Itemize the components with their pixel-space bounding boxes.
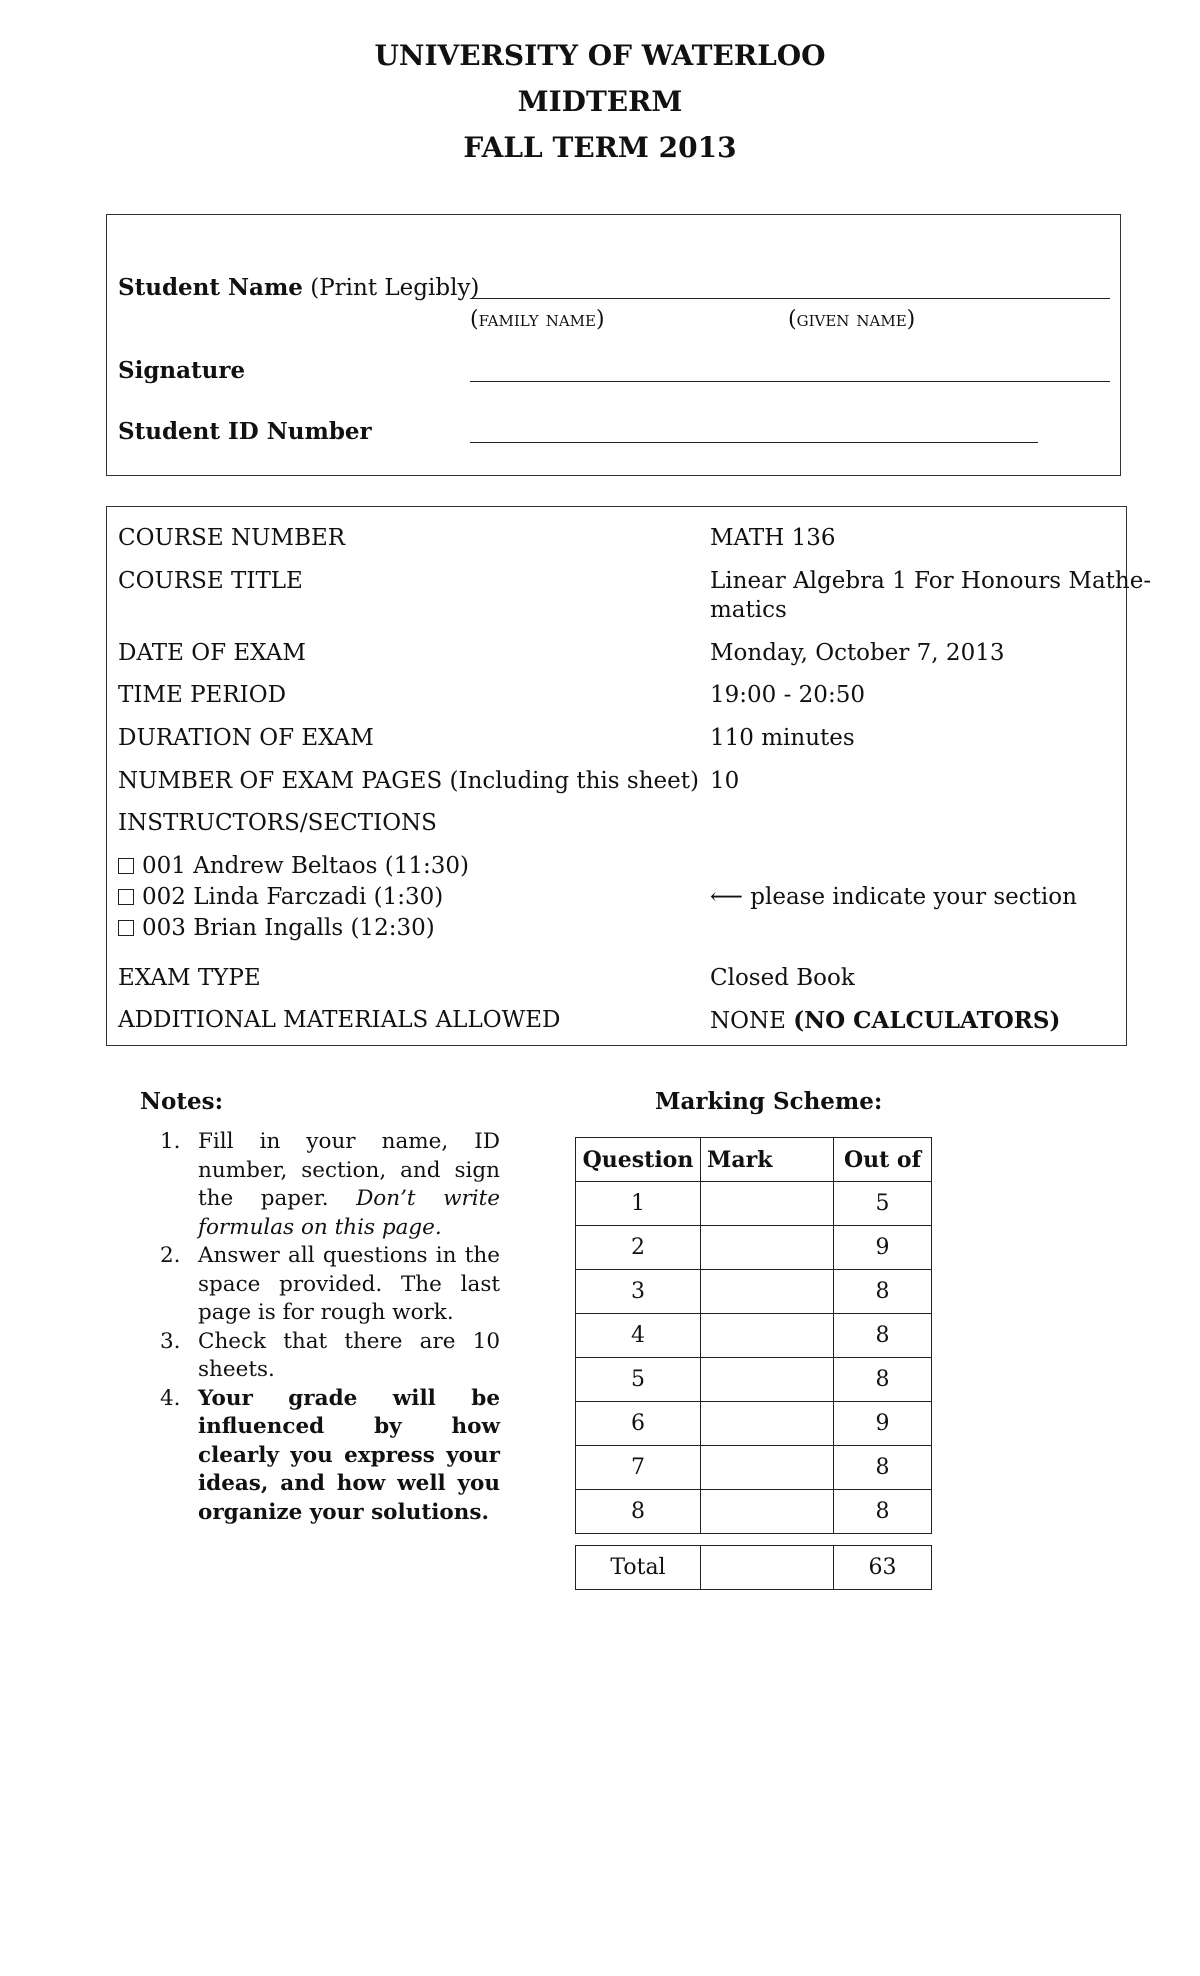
materials-value: NONE (NO CALCULATORS) xyxy=(710,1007,1061,1034)
signature-field[interactable] xyxy=(470,381,1110,382)
mark-cell[interactable] xyxy=(701,1182,834,1226)
question-cell: 6 xyxy=(576,1402,701,1446)
exam-type-value: Closed Book xyxy=(710,965,855,991)
section-hint: ⟵ please indicate your section xyxy=(710,884,1077,910)
table-header-row xyxy=(576,1138,932,1182)
course-title-value-line2: matics xyxy=(710,597,787,623)
notes-heading: Notes: xyxy=(140,1088,224,1115)
table-row xyxy=(576,1358,932,1402)
out-of-cell: 8 xyxy=(834,1314,932,1358)
question-cell: 5 xyxy=(576,1358,701,1402)
question-cell: 8 xyxy=(576,1490,701,1534)
out-of-cell: 8 xyxy=(834,1446,932,1490)
exam-type-title: MIDTERM xyxy=(517,85,683,118)
pages-value: 10 xyxy=(710,768,740,794)
column-header-question: Question xyxy=(576,1138,701,1182)
given-name-caption: (given name) xyxy=(788,307,916,332)
section-option-003[interactable]: 003 Brian Ingalls (12:30) xyxy=(118,915,435,941)
duration-value: 110 minutes xyxy=(710,725,855,751)
question-cell: 2 xyxy=(576,1226,701,1270)
out-of-cell: 5 xyxy=(834,1182,932,1226)
student-name-field[interactable] xyxy=(470,298,1110,299)
section-option-002[interactable]: 002 Linda Farczadi (1:30) xyxy=(118,884,443,910)
out-of-cell: 9 xyxy=(834,1226,932,1270)
table-row xyxy=(576,1490,932,1534)
course-number-value: MATH 136 xyxy=(710,525,836,551)
course-title-label: COURSE TITLE xyxy=(118,568,303,594)
question-cell: 3 xyxy=(576,1270,701,1314)
term-title: FALL TERM 2013 xyxy=(463,131,737,164)
student-id-field[interactable] xyxy=(470,442,1038,443)
mark-cell[interactable] xyxy=(701,1314,834,1358)
table-row xyxy=(576,1182,932,1226)
pages-label: NUMBER OF EXAM PAGES (Including this sheet) xyxy=(118,768,699,794)
note-item: 1. Fill in your name, ID number, section, and sign the paper. Don’t write formulas on this page. xyxy=(160,1129,500,1240)
mark-cell[interactable] xyxy=(701,1270,834,1314)
out-of-cell: 8 xyxy=(834,1358,932,1402)
mark-cell[interactable] xyxy=(701,1358,834,1402)
marking-scheme-heading: Marking Scheme: xyxy=(655,1088,883,1115)
section-option-001[interactable]: 001 Andrew Beltaos (11:30) xyxy=(118,853,469,879)
out-of-cell: 8 xyxy=(834,1270,932,1314)
instructors-label: INSTRUCTORS/SECTIONS xyxy=(118,810,437,836)
university-title: UNIVERSITY OF WATERLOO xyxy=(374,39,826,72)
question-cell: 7 xyxy=(576,1446,701,1490)
section-002-checkbox[interactable] xyxy=(118,889,134,905)
signature-label: Signature xyxy=(118,357,246,384)
table-row xyxy=(576,1226,932,1270)
mark-cell[interactable] xyxy=(701,1490,834,1534)
out-of-cell: 8 xyxy=(834,1490,932,1534)
note-item: 4. Your grade will be influenced by how clearly you express your ideas, and how well you organize your solutions. xyxy=(160,1385,500,1525)
family-name-caption: (family name) xyxy=(470,307,605,332)
table-row xyxy=(576,1402,932,1446)
table-row xyxy=(576,1314,932,1358)
column-header-out-of: Out of xyxy=(834,1138,932,1182)
total-out-of-cell: 63 xyxy=(834,1546,932,1590)
total-label: Total xyxy=(576,1546,701,1590)
time-period-label: TIME PERIOD xyxy=(118,682,287,708)
note-item: 2. Answer all questions in the space provided. The last page is for rough work. xyxy=(160,1243,500,1325)
question-cell: 4 xyxy=(576,1314,701,1358)
note-item: 3. Check that there are 10 sheets. xyxy=(160,1328,500,1382)
date-value: Monday, October 7, 2013 xyxy=(710,640,1005,666)
exam-type-label: EXAM TYPE xyxy=(118,965,261,991)
section-003-checkbox[interactable] xyxy=(118,920,134,936)
table-row xyxy=(576,1270,932,1314)
total-table xyxy=(575,1545,932,1590)
total-row xyxy=(576,1546,932,1590)
mark-cell[interactable] xyxy=(701,1402,834,1446)
column-header-mark: Mark xyxy=(701,1138,834,1182)
marking-scheme-table xyxy=(575,1137,932,1534)
duration-label: DURATION OF EXAM xyxy=(118,725,374,751)
total-mark-cell[interactable] xyxy=(701,1546,834,1590)
course-title-value-line1: Linear Algebra 1 For Honours Mathe- xyxy=(710,568,1152,594)
course-number-label: COURSE NUMBER xyxy=(118,525,346,551)
mark-cell[interactable] xyxy=(701,1226,834,1270)
mark-cell[interactable] xyxy=(701,1446,834,1490)
table-row xyxy=(576,1446,932,1490)
notes-list xyxy=(160,1128,500,1527)
time-period-value: 19:00 - 20:50 xyxy=(710,682,865,708)
student-name-label: Student Name (Print Legibly) xyxy=(118,274,480,301)
student-id-label: Student ID Number xyxy=(118,418,372,445)
materials-label: ADDITIONAL MATERIALS ALLOWED xyxy=(118,1007,561,1033)
question-cell: 1 xyxy=(576,1182,701,1226)
date-label: DATE OF EXAM xyxy=(118,640,306,666)
out-of-cell: 9 xyxy=(834,1402,932,1446)
section-001-checkbox[interactable] xyxy=(118,858,134,874)
